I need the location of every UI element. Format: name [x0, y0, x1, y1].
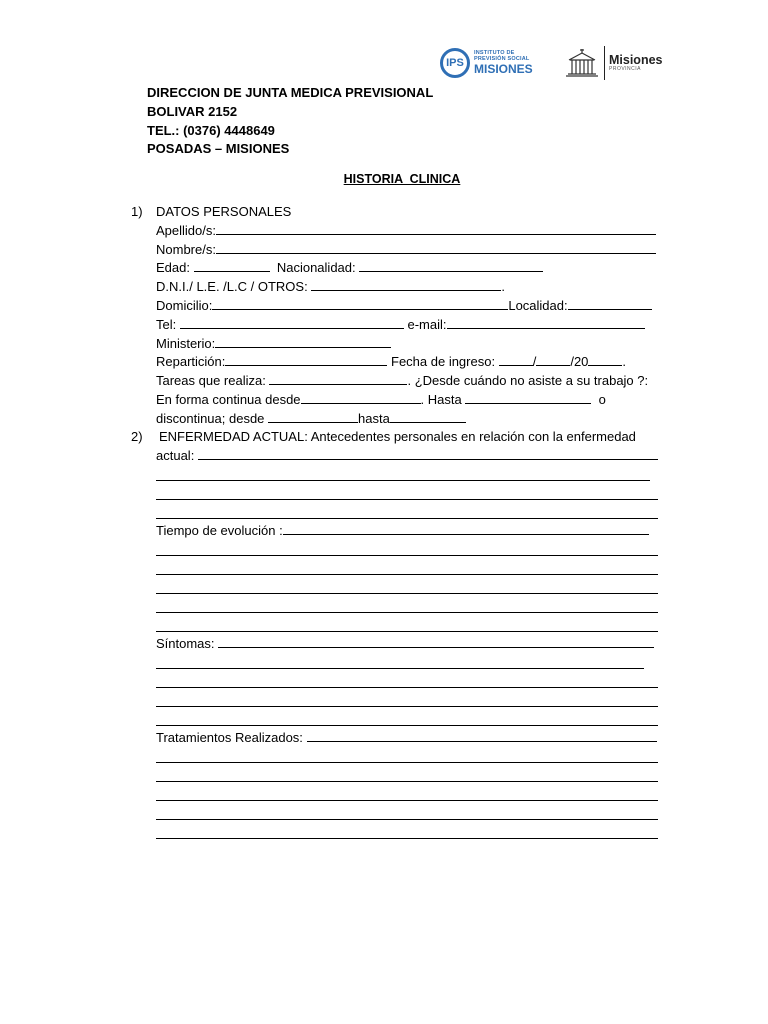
tareas-field[interactable] [269, 373, 407, 385]
email-label: e-mail: [407, 317, 447, 332]
hasta-1-label: . Hasta [420, 392, 462, 407]
sintomas-line-3[interactable] [156, 687, 658, 688]
ips-logo-line1: INSTITUTO DE [474, 50, 515, 56]
misiones-logo-name: Misiones [609, 53, 663, 68]
section-1-number: 1) [131, 204, 143, 219]
tratamientos-line-4[interactable] [156, 800, 658, 801]
nombre-field[interactable] [216, 242, 656, 254]
tratamientos-line-2[interactable] [156, 762, 658, 763]
tiempo-line-2[interactable] [156, 555, 658, 556]
tareas-label: Tareas que realiza: [156, 373, 266, 388]
misiones-logo-text [609, 54, 663, 72]
localidad-label: Localidad: [508, 298, 568, 313]
ministerio-row [156, 335, 391, 354]
tiempo-line-4[interactable] [156, 593, 658, 594]
o-label: o [598, 392, 606, 407]
dni-row: D.N.I./ L.E. /L.C / OTROS: . [156, 279, 505, 294]
nombre-row [156, 241, 656, 260]
misiones-logo [564, 46, 663, 80]
fecha-month-field[interactable] [536, 354, 570, 366]
sintomas-line-4[interactable] [156, 706, 658, 707]
continua-desde-field[interactable] [301, 392, 421, 404]
actual-line-2[interactable] [156, 480, 650, 481]
sintomas-row [156, 635, 654, 654]
sintomas-line-2[interactable] [156, 668, 644, 669]
discontinua-desde-field[interactable] [268, 411, 358, 423]
apellido-label: Apellido/s: [156, 223, 216, 238]
edad-field[interactable] [194, 260, 270, 272]
tiempo-line-3[interactable] [156, 574, 658, 575]
dni-label: D.N.I./ L.E. /L.C / OTROS: [156, 279, 308, 294]
tiempo-line-6[interactable] [156, 631, 658, 632]
header-institution: DIRECCION DE JUNTA MEDICA PREVISIONAL [147, 85, 434, 100]
sintomas-line-5[interactable] [156, 725, 658, 726]
tiempo-label: Tiempo de evolución : [156, 523, 283, 538]
discontinua-label: discontinua; desde [156, 411, 265, 426]
reparticion-field[interactable] [225, 354, 387, 366]
document-header [147, 84, 433, 159]
header-city: POSADAS – MISIONES [147, 141, 290, 157]
domicilio-row [156, 297, 652, 316]
email-field[interactable] [447, 317, 645, 329]
actual-field[interactable] [198, 448, 658, 460]
actual-line-4[interactable] [156, 518, 658, 519]
hasta-2-label: hasta [358, 411, 390, 426]
edad-row [156, 259, 543, 278]
dni-field[interactable] [311, 279, 501, 291]
fecha-year-prefix: /20 [570, 354, 589, 369]
ips-logo [440, 48, 533, 78]
ips-logo-name: MISIONES [474, 62, 533, 76]
domicilio-label: Domicilio: [156, 298, 213, 313]
section-2-number: 2) [131, 429, 143, 444]
nacionalidad-label: Nacionalidad: [276, 260, 356, 275]
apellido-field[interactable] [216, 223, 656, 235]
discontinua-row [156, 410, 466, 429]
tiempo-row [156, 522, 649, 541]
reparticion-label: Repartición: [156, 354, 226, 369]
tiempo-line-5[interactable] [156, 612, 658, 613]
continua-label: En forma continua desde [156, 392, 301, 407]
localidad-field[interactable] [568, 298, 652, 310]
tratamientos-label: Tratamientos Realizados: [156, 730, 303, 745]
ips-logo-text [474, 51, 533, 75]
edad-label: Edad: [156, 260, 190, 275]
desde-cuando-label: . ¿Desde cuándo no asiste a su trabajo ?: [407, 373, 649, 388]
fecha-ingreso-label: Fecha de ingreso: [391, 354, 496, 369]
logo-separator [604, 46, 605, 80]
tareas-row [156, 372, 648, 391]
tratamientos-line-3[interactable] [156, 781, 658, 782]
discontinua-hasta-field[interactable] [390, 411, 466, 423]
reparticion-row: Repartición: Fecha de ingreso: / /20 . [156, 354, 627, 369]
tel-field[interactable] [180, 317, 404, 329]
document-title: HISTORIA CLINICA [343, 172, 461, 186]
tratamientos-line-6[interactable] [156, 838, 658, 839]
misiones-logo-sub: PROVINCIA [609, 65, 642, 72]
ministerio-field[interactable] [215, 336, 391, 348]
fecha-day-field[interactable] [499, 354, 533, 366]
fecha-year-field[interactable] [588, 354, 622, 366]
actual-label: actual: [156, 448, 195, 463]
sintomas-label: Síntomas: [156, 636, 215, 651]
tel-label: Tel: [156, 317, 177, 332]
tel-row [156, 316, 645, 335]
domicilio-field[interactable] [212, 298, 508, 310]
tiempo-field[interactable] [283, 523, 649, 535]
continua-hasta-field[interactable] [465, 392, 591, 404]
tratamientos-row [156, 729, 657, 748]
section-1-heading: DATOS PERSONALES [156, 204, 292, 219]
government-building-icon [564, 48, 600, 78]
tratamientos-field[interactable] [307, 730, 657, 742]
apellido-row [156, 222, 656, 241]
actual-row [156, 447, 658, 466]
actual-line-3[interactable] [156, 499, 658, 500]
ministerio-label: Ministerio: [156, 336, 216, 351]
header-phone: TEL.: (0376) 4448649 [147, 122, 275, 138]
nacionalidad-field[interactable] [359, 260, 543, 272]
section-2-heading: ENFERMEDAD ACTUAL: Antecedentes personales en relación con la enfermedad [159, 429, 636, 444]
ips-logo-line2: PREVISIÓN SOCIAL [474, 55, 530, 62]
continua-row [156, 391, 606, 410]
ips-logo-mark: IPS [440, 48, 470, 78]
sintomas-field[interactable] [218, 636, 654, 648]
tratamientos-line-5[interactable] [156, 819, 658, 820]
nombre-label: Nombre/s: [156, 242, 216, 257]
header-address: BOLIVAR 2152 [147, 103, 238, 119]
